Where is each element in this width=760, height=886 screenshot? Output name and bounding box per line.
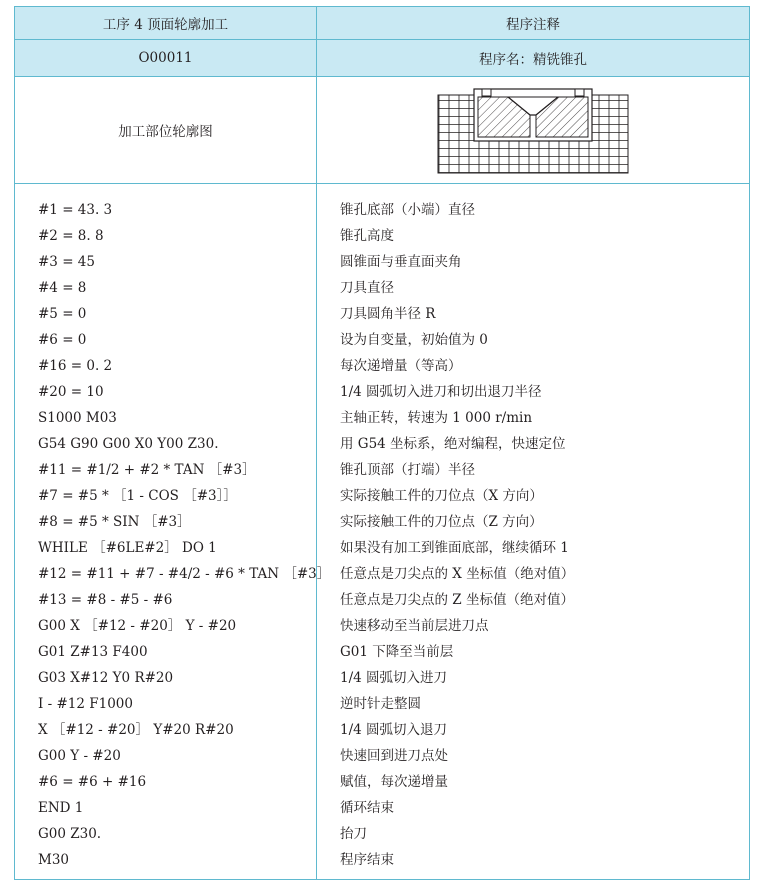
code-line: #7 = #5 * ［1 - COS ［#3］］	[38, 488, 237, 504]
code-line: G00 Z30.	[38, 826, 102, 842]
figure-cell	[317, 77, 750, 184]
note-line: 循环结束	[340, 800, 394, 816]
code-line: #8 = #5 * SIN ［#3］	[38, 514, 191, 530]
note-line: 快速移动至当前层进刀点	[340, 618, 489, 634]
code-line: #12 = #11 + #7 - #4/2 - #6 * TAN ［#3］	[38, 566, 331, 582]
contour-diagram	[418, 85, 648, 175]
header-left: 工序 4 顶面轮廓加工	[15, 7, 317, 40]
note-line: 快速回到进刀点处	[340, 748, 448, 764]
note-line: 锥孔底部（小端）直径	[340, 202, 475, 218]
program-table	[14, 6, 750, 880]
note-line: 每次递增量（等高）	[340, 358, 462, 374]
code-line: #1 = 43. 3	[38, 202, 113, 218]
note-line: 刀具圆角半径 R	[340, 306, 436, 322]
code-line: #13 = #8 - #5 - #6	[38, 592, 173, 608]
code-line: #11 = #1/2 + #2 * TAN ［#3］	[38, 462, 256, 478]
code-line: #5 = 0	[38, 306, 87, 322]
figure-label: 加工部位轮廓图	[15, 77, 317, 184]
subheader-row	[15, 40, 750, 77]
note-line: G01 下降至当前层	[340, 644, 454, 660]
code-line: END 1	[38, 800, 84, 816]
note-line: 用 G54 坐标系，绝对编程，快速定位	[340, 436, 566, 452]
note-line: 主轴正转，转速为 1 000 r/min	[340, 410, 533, 426]
note-line: 1/4 圆弧切入进刀	[340, 670, 448, 686]
note-line: 程序结束	[340, 852, 394, 868]
note-line: 赋值，每次递增量	[340, 774, 448, 790]
code-line: WHILE ［#6LE#2］ DO 1	[38, 540, 217, 556]
code-line: #6 = #6 + #16	[38, 774, 147, 790]
program-name: 程序名：精铣锥孔	[317, 40, 750, 77]
header-right: 程序注释	[317, 7, 750, 40]
code-lines	[38, 197, 331, 873]
code-line: #16 = 0. 2	[38, 358, 113, 374]
note-line: 刀具直径	[340, 280, 394, 296]
code-line: G00 X ［#12 - #20］ Y - #20	[38, 618, 237, 634]
code-line: #2 = 8. 8	[38, 228, 104, 244]
code-line: M30	[38, 852, 70, 868]
code-line: G54 G90 G00 X0 Y00 Z30.	[38, 436, 219, 452]
header-row	[15, 7, 750, 40]
code-line: #3 = 45	[38, 254, 95, 270]
code-line: G03 X#12 Y0 R#20	[38, 670, 174, 686]
figure-row	[15, 77, 750, 184]
note-line: 抬刀	[340, 826, 367, 842]
note-line: 实际接触工件的刀位点（Z 方向）	[340, 514, 543, 530]
note-line: 任意点是刀尖点的 Z 坐标值（绝对值）	[340, 592, 574, 608]
note-line: 1/4 圆弧切入进刀和切出退刀半径	[340, 384, 542, 400]
note-line: 1/4 圆弧切入退刀	[340, 722, 448, 738]
code-line: S1000 M03	[38, 410, 117, 426]
note-line: 锥孔高度	[340, 228, 394, 244]
note-line: 圆锥面与垂直面夹角	[340, 254, 462, 270]
note-column	[317, 184, 750, 880]
note-line: 实际接触工件的刀位点（X 方向）	[340, 488, 543, 504]
code-line: #4 = 8	[38, 280, 87, 296]
program-body-row	[15, 184, 750, 880]
code-line: G01 Z#13 F400	[38, 644, 148, 660]
code-line: X ［#12 - #20］ Y#20 R#20	[38, 722, 234, 738]
note-lines	[340, 197, 749, 873]
note-line: 如果没有加工到锥面底部，继续循环 1	[340, 540, 569, 556]
code-line: #6 = 0	[38, 332, 87, 348]
note-line: 逆时针走整圆	[340, 696, 421, 712]
code-column	[15, 184, 331, 880]
note-line: 锥孔顶部（打端）半径	[340, 462, 475, 478]
code-line: #20 = 10	[38, 384, 104, 400]
code-line: G00 Y - #20	[38, 748, 121, 764]
note-line: 设为自变量，初始值为 0	[340, 332, 488, 348]
code-line: I - #12 F1000	[38, 696, 133, 712]
program-number: O00011	[15, 40, 317, 77]
note-line: 任意点是刀尖点的 X 坐标值（绝对值）	[340, 566, 575, 582]
